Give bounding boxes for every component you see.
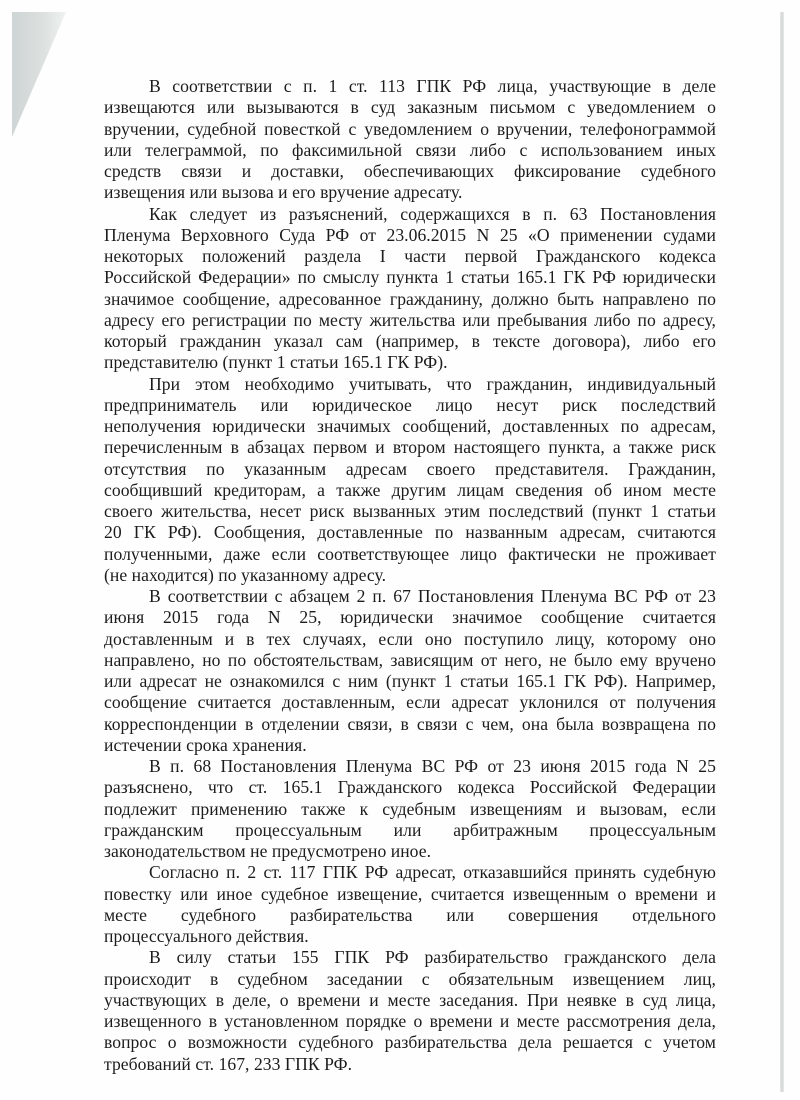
text-line: значимое сообщение, адресованное гражданину, должно быть направлено по — [104, 288, 716, 309]
text-line: корреспонденции в отделении связи, в связи с чем, она была возвращена по — [104, 713, 716, 734]
text-line: Пленума Верховного Суда РФ от 23.06.2015 N 25 «О применении судами — [104, 224, 716, 245]
text-line: гражданским процессуальным или арбитражным процессуальным — [104, 819, 716, 840]
text-line: происходит в судебном заседании с обязательным извещением лиц, — [104, 968, 716, 989]
text-line: неполучения юридически значимых сообщений, доставленных по адресам, — [104, 416, 716, 436]
text-line: отсутствия по указанным адресам своего представителя. Гражданин, — [104, 458, 716, 479]
text-line: сообщивший кредиторам, а также другим лицам сведения об ином месте — [104, 479, 716, 500]
text-line: извещаются или вызываются в суд заказным письмом с уведомлением о — [104, 97, 716, 118]
text-line: повестку или иное судебное извещение, считается извещенным о времени и — [104, 883, 716, 904]
text-line: При этом необходимо учитывать, что гражданин, индивидуальный — [149, 373, 716, 394]
text-line: Как следует из разъяснений, содержащихся в п. 63 Постановления — [149, 203, 716, 224]
text-line: адресу его регистрации по месту жительства или пребывания либо по адресу, — [104, 309, 716, 330]
text-line: В соответствии с п. 1 ст. 113 ГПК РФ лица, участвующие в деле — [149, 76, 716, 96]
paragraph — [104, 586, 716, 756]
paragraph — [104, 947, 716, 1075]
document-body — [104, 76, 716, 1075]
text-line: извещенного в установленном порядке о времени и месте рассмотрения дела, — [104, 1011, 716, 1031]
text-line: подлежит применению также к судебным извещениям и вызовам, если — [104, 798, 716, 819]
text-line: или адресат не ознакомился с ним (пункт 1 статьи 165.1 ГК РФ). Например, — [104, 671, 716, 691]
text-line: законодательством не предусмотрено иное. — [104, 841, 432, 861]
text-line: истечении срока хранения. — [104, 734, 307, 755]
text-line: В силу статьи 155 ГПК РФ разбирательство гражданского дела — [149, 947, 716, 968]
text-line: месте судебного разбирательства или совершения отдельного — [104, 904, 716, 925]
text-line: участвующих в деле, о времени и месте заседания. При неявке в суд лица, — [104, 989, 716, 1010]
text-line: Согласно п. 2 ст. 117 ГПК РФ адресат, отказавшийся принять судебную — [149, 862, 716, 883]
text-line: который гражданин указал сам (например, в тексте договора), либо его — [104, 331, 716, 351]
paragraph — [104, 756, 716, 862]
text-line: сообщение считается доставленным, если адресат уклонился от получения — [104, 692, 716, 713]
text-line: извещения или вызова и его вручение адресату. — [104, 182, 463, 203]
text-line: направлено, но по обстоятельствам, зависящим от него, не было ему вручено — [104, 649, 716, 670]
text-line: доставленным и в тех случаях, если оно поступило лицу, которому оно — [104, 628, 716, 649]
text-line: вручении, судебной повесткой с уведомлением о вручении, телефонограммой — [104, 118, 716, 139]
text-line: представителю (пункт 1 статьи 165.1 ГК РФ). — [104, 352, 448, 373]
paragraph — [104, 204, 716, 374]
scan-artifact-wedge — [12, 12, 66, 137]
text-line: или телеграммой, по факсимильной связи либо с использованием иных — [104, 139, 716, 160]
text-line: (не находится) по указанному адресу. — [104, 564, 387, 585]
text-line: средств связи и доставки, обеспечивающих фиксирование судебного — [104, 161, 716, 181]
text-line: июня 2015 года N 25, юридически значимое сообщение считается — [104, 607, 716, 628]
text-line: своего жительства, несет риск вызванных этим последствий (пункт 1 статьи — [104, 501, 716, 521]
text-line: перечисленным в абзацах первом и втором настоящего пункта, а также риск — [104, 437, 716, 458]
scan-page-edge — [780, 12, 784, 1092]
text-line: требований ст. 167, 233 ГПК РФ. — [104, 1053, 353, 1074]
text-line: некоторых положений раздела I части первой Гражданского кодекса — [104, 246, 716, 266]
text-line: 20 ГК РФ). Сообщения, доставленные по названным адресам, считаются — [104, 522, 716, 543]
paragraph — [104, 76, 716, 204]
paragraph — [104, 862, 716, 947]
text-line: В п. 68 Постановления Пленума ВС РФ от 23 июня 2015 года N 25 — [149, 756, 716, 776]
text-line: вопрос о возможности судебного разбирательства дела решается с учетом — [104, 1032, 716, 1053]
text-line: разъяснено, что ст. 165.1 Гражданского кодекса Российской Федерации — [104, 777, 716, 798]
text-line: предприниматель или юридическое лицо несут риск последствий — [104, 394, 716, 415]
paragraph — [104, 374, 716, 587]
text-line: полученными, даже если соответствующее лицо фактически не проживает — [104, 543, 716, 564]
text-line: процессуального действия. — [104, 926, 309, 946]
text-line: В соответствии с абзацем 2 п. 67 Постановления Пленума ВС РФ от 23 — [149, 586, 716, 606]
text-line: Российской Федерации» по смыслу пункта 1 статьи 165.1 ГК РФ юридически — [104, 267, 716, 288]
